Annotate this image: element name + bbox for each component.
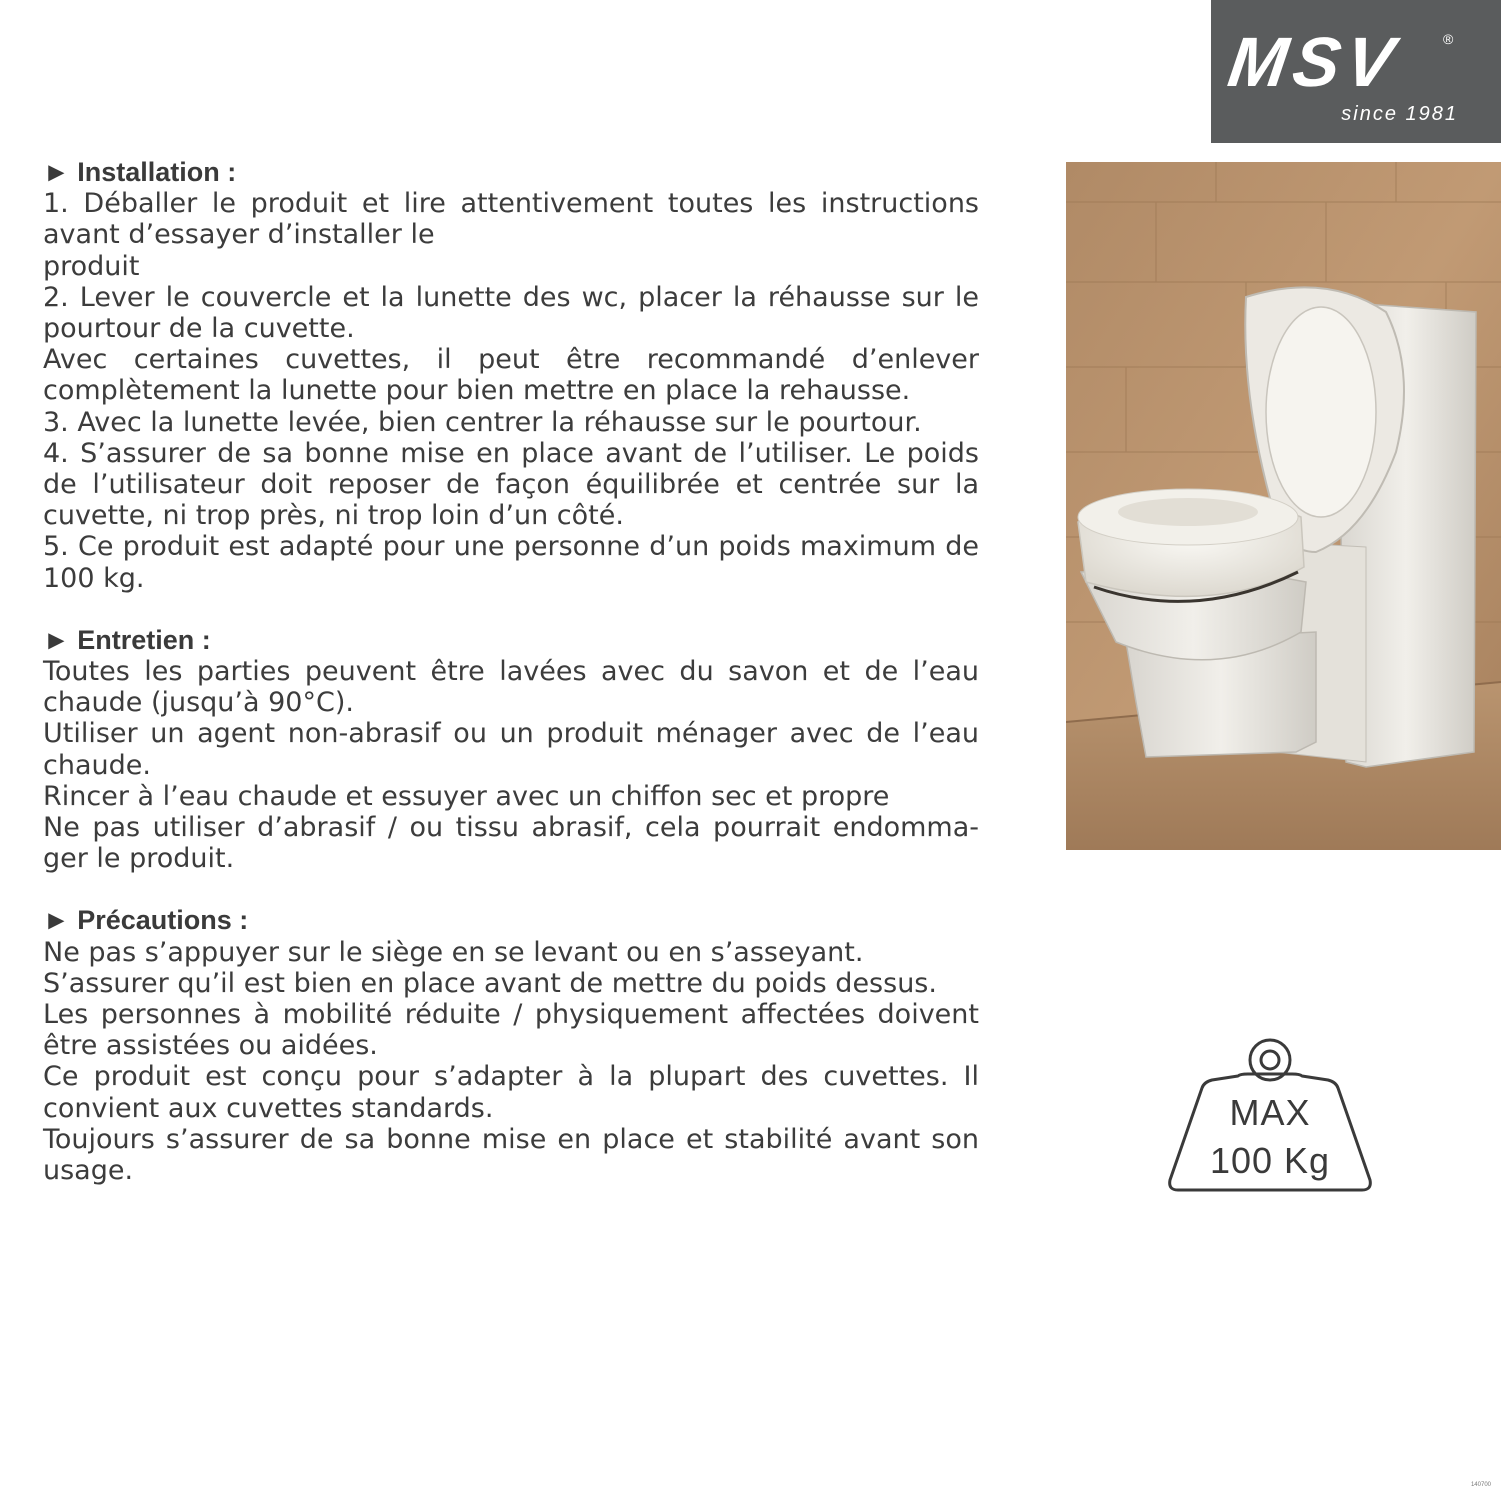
brand-logo — [1211, 0, 1501, 143]
installation-step-1-cont: produit — [43, 250, 140, 282]
installation-step-4: 4. S’assurer de sa bonne mise en place avant de l’utiliser. Le poids de l’utilisateur doit reposer de façon équilibrée et centrée sur la cuvette, ni trop près, ni trop loin d’un côté. — [43, 437, 979, 532]
installation-step-5: 5. Ce produit est adapté pour une personne d’un poids maximum de 100 kg. — [43, 531, 979, 594]
instructions-column — [43, 157, 979, 1217]
weight-value-label: 100 Kg — [1209, 1140, 1331, 1181]
entretien-paragraph: Toutes les parties peuvent être lavées avec du savon et de l’eau chaude (jusqu’à 90°C). — [43, 656, 979, 719]
entretien-paragraph: Rincer à l’eau chaude et essuyer avec un chiffon sec et propre — [43, 780, 890, 812]
product-code: 140700 — [1470, 1482, 1491, 1488]
section-title-precautions: ► Précautions : — [43, 905, 249, 936]
weight-max-label: MAX — [1229, 1092, 1311, 1133]
entretien-paragraph: Ne pas utiliser d’abrasif / ou tissu abrasif, cela pourrait endomma-ger le produit. — [43, 812, 979, 875]
entretien-paragraph: Utiliser un agent non-abrasif ou un produit ménager avec de l’eau chaude. — [43, 718, 979, 781]
installation-step-3: 3. Avec la lunette levée, bien centrer la réhausse sur le pourtour. — [43, 406, 922, 438]
brand-name: MSV — [1223, 22, 1405, 101]
installation-note: Avec certaines cuvettes, il peut être recommandé d’enlever complètement la lunette pour bien mettre en place la rehausse. — [43, 344, 979, 407]
brand-tagline: since 1981 — [1341, 103, 1458, 125]
installation-step-1: 1. Déballer le produit et lire attentivement toutes les instructions avant d’essayer d’installer le — [43, 188, 979, 251]
precautions-paragraph: Ne pas s’appuyer sur le siège en se levant ou en s’asseyant. — [43, 936, 864, 968]
section-precautions — [43, 905, 979, 1186]
section-installation — [43, 157, 979, 594]
max-weight-badge — [1168, 1030, 1372, 1194]
precautions-paragraph: Toujours s’assurer de sa bonne mise en place et stabilité avant son usage. — [43, 1123, 979, 1187]
precautions-paragraph: Ce produit est conçu pour s’adapter à la plupart des cuvettes. Il convient aux cuvettes standards. — [43, 1061, 979, 1124]
brand-logo-graphic — [1211, 0, 1501, 143]
section-entretien — [43, 625, 979, 875]
section-title-entretien: ► Entretien : — [43, 624, 211, 655]
registered-mark: ® — [1443, 31, 1454, 47]
product-photo — [1066, 162, 1501, 850]
toilet-with-raised-seat-illustration — [1066, 162, 1501, 850]
precautions-paragraph: S’assurer qu’il est bien en place avant de mettre du poids dessus. — [43, 967, 937, 999]
precautions-paragraph: Les personnes à mobilité réduite / physiquement affectées doivent être assistées ou aidées. — [43, 999, 979, 1062]
installation-step-2: 2. Lever le couvercle et la lunette des wc, placer la réhausse sur le pourtour de la cuvette. — [43, 281, 979, 345]
section-title-installation: ► Installation : — [43, 157, 237, 187]
